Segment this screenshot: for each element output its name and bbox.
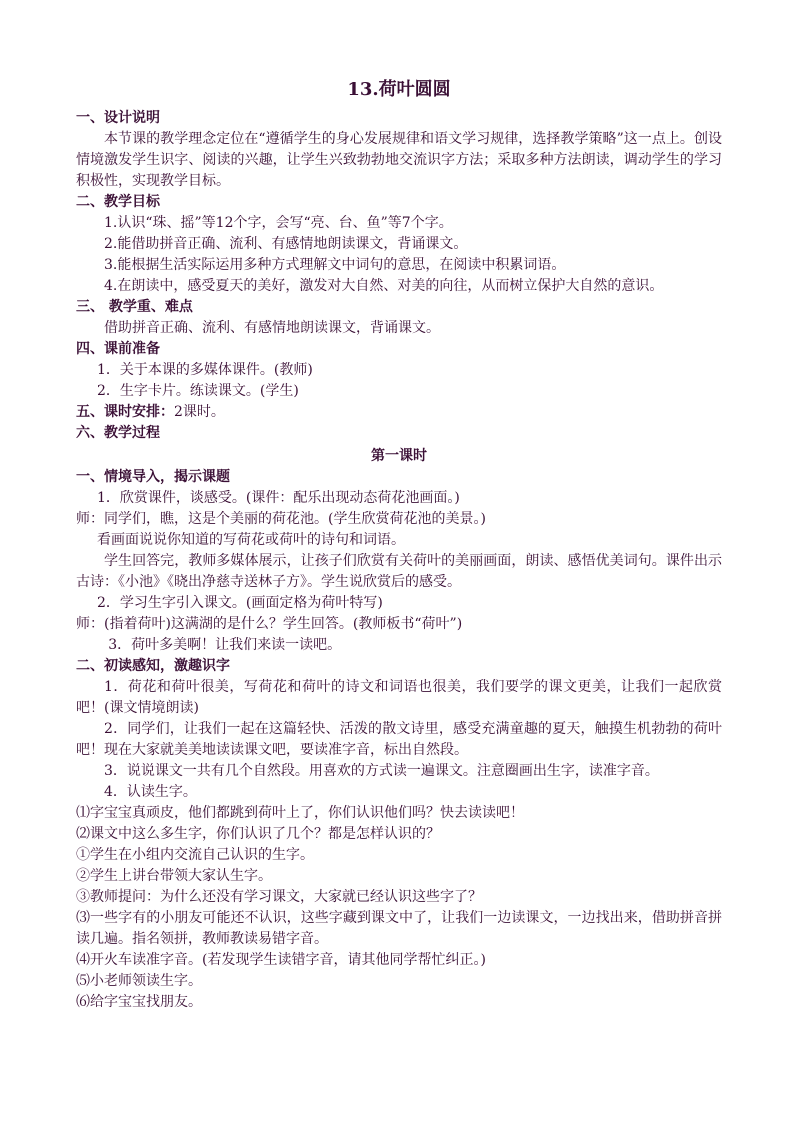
- preparation-item: 1．关于本课的多媒体课件。(教师): [97, 362, 313, 378]
- process-line: 3．荷叶多美啊！让我们来读一读吧。: [108, 637, 342, 653]
- key-points-paragraph: 借助拼音正确、流利、有感情地朗读课文，背诵课文。: [104, 320, 440, 336]
- section-heading-process: 六、教学过程: [76, 425, 160, 441]
- process-line: ③教师提问：为什么还没有学习课文，大家就已经认识这些字了？: [76, 889, 482, 905]
- section-heading-design-notes: 一、设计说明: [76, 110, 160, 126]
- preparation-item: 2．生字卡片。练读课文。(学生): [97, 383, 299, 399]
- section-heading-objectives: 二、教学目标: [76, 194, 160, 210]
- process-line: 学生回答完，教师多媒体展示，让孩子们欣赏有关荷叶的美丽画面，朗读、感悟优美词句。课件出示古诗：《小池》《晓出净慈寺送林子方》。学生说欣赏后的感受。: [76, 553, 722, 590]
- section-schedule: [76, 402, 722, 423]
- objective-item: 4.在朗读中，感受夏天的美好，激发对大自然、对美的向往，从而树立保护大自然的意识。: [104, 278, 664, 294]
- objective-item: 3.能根据生活实际运用多种方式理解文中词句的意思，在阅读中积累词语。: [104, 257, 566, 273]
- process-line: 师：同学们，瞧，这是个美丽的荷花池。(学生欣赏荷花池的美景。): [76, 511, 486, 527]
- schedule-value: 2课时。: [174, 404, 225, 420]
- part-heading-intro: 一、情境导入，揭示课题: [76, 469, 230, 485]
- document-page: [76, 76, 722, 1013]
- process-line: 4．认读生字。: [104, 784, 197, 800]
- process-line: ⑹给字宝宝找朋友。: [76, 994, 202, 1010]
- section-heading-key-points: 三、 教学重、难点: [76, 299, 193, 315]
- design-notes-paragraph: 本节课的教学理念定位在“遵循学生的身心发展规律和语文学习规律，选择教学策略”这一点上。创设情境激发学生识字、阅读的兴趣，让学生兴致勃勃地交流识字方法；采取多种方法朗读，调动学生的学习积极性，实现教学目标。: [76, 131, 722, 189]
- process-line: ⑷开火车读准字音。(若发现学生读错字音，请其他同学帮忙纠正。): [76, 952, 486, 968]
- process-line: 师：(指着荷叶)这满湖的是什么？学生回答。(教师板书“荷叶”): [76, 616, 463, 632]
- process-line: 看画面说说你知道的写荷花或荷叶的诗句和词语。: [97, 532, 405, 548]
- process-line: 2．学习生字引入课文。(画面定格为荷叶特写): [97, 595, 383, 611]
- process-line: 1．荷花和荷叶很美，写荷花和荷叶的诗文和词语也很美，我们要学的课文更美，让我们一起欣赏吧！(课文情境朗读): [76, 679, 722, 716]
- process-line: ①学生在小组内交流自己认识的生字。: [76, 847, 314, 863]
- process-line: 1．欣赏课件，谈感受。(课件：配乐出现动态荷花池画面。): [97, 490, 460, 506]
- process-line: ⑵课文中这么多生字，你们认识了几个？都是怎样认识的？: [76, 826, 440, 842]
- objective-item: 2.能借助拼音正确、流利、有感情地朗读课文，背诵课文。: [104, 236, 468, 252]
- section-heading-preparation: 四、课前准备: [76, 341, 160, 357]
- process-line: ②学生上讲台带领大家认生字。: [76, 868, 272, 884]
- process-line: 2．同学们，让我们一起在这篇轻快、活泼的散文诗里，感受充满童趣的夏天，触摸生机勃勃的荷叶吧！现在大家就美美地读读课文吧，要读准字音，标出自然段。: [76, 721, 722, 758]
- lesson-subtitle: 第一课时: [371, 448, 427, 464]
- process-line: ⑶一些字有的小朋友可能还不认识，这些字藏到课文中了，让我们一边读课文，一边找出来，借助拼音拼读几遍。指名领拼，教师教读易错字音。: [76, 910, 722, 947]
- objective-item: 1.认识“珠、摇”等12个字，会写“亮、台、鱼”等7个字。: [104, 215, 453, 231]
- section-heading-schedule: 五、课时安排：: [76, 404, 174, 420]
- process-line: ⑸小老师领读生字。: [76, 973, 202, 989]
- part-heading-first-reading: 二、初读感知，激趣识字: [76, 658, 230, 674]
- process-line: 3．说说课文一共有几个自然段。用喜欢的方式读一遍课文。注意圈画出生字，读准字音。: [104, 763, 659, 779]
- document-title: 13.荷叶圆圆: [347, 79, 451, 100]
- process-line: ⑴字宝宝真顽皮，他们都跳到荷叶上了，你们认识他们吗？快去读读吧！: [76, 805, 524, 821]
